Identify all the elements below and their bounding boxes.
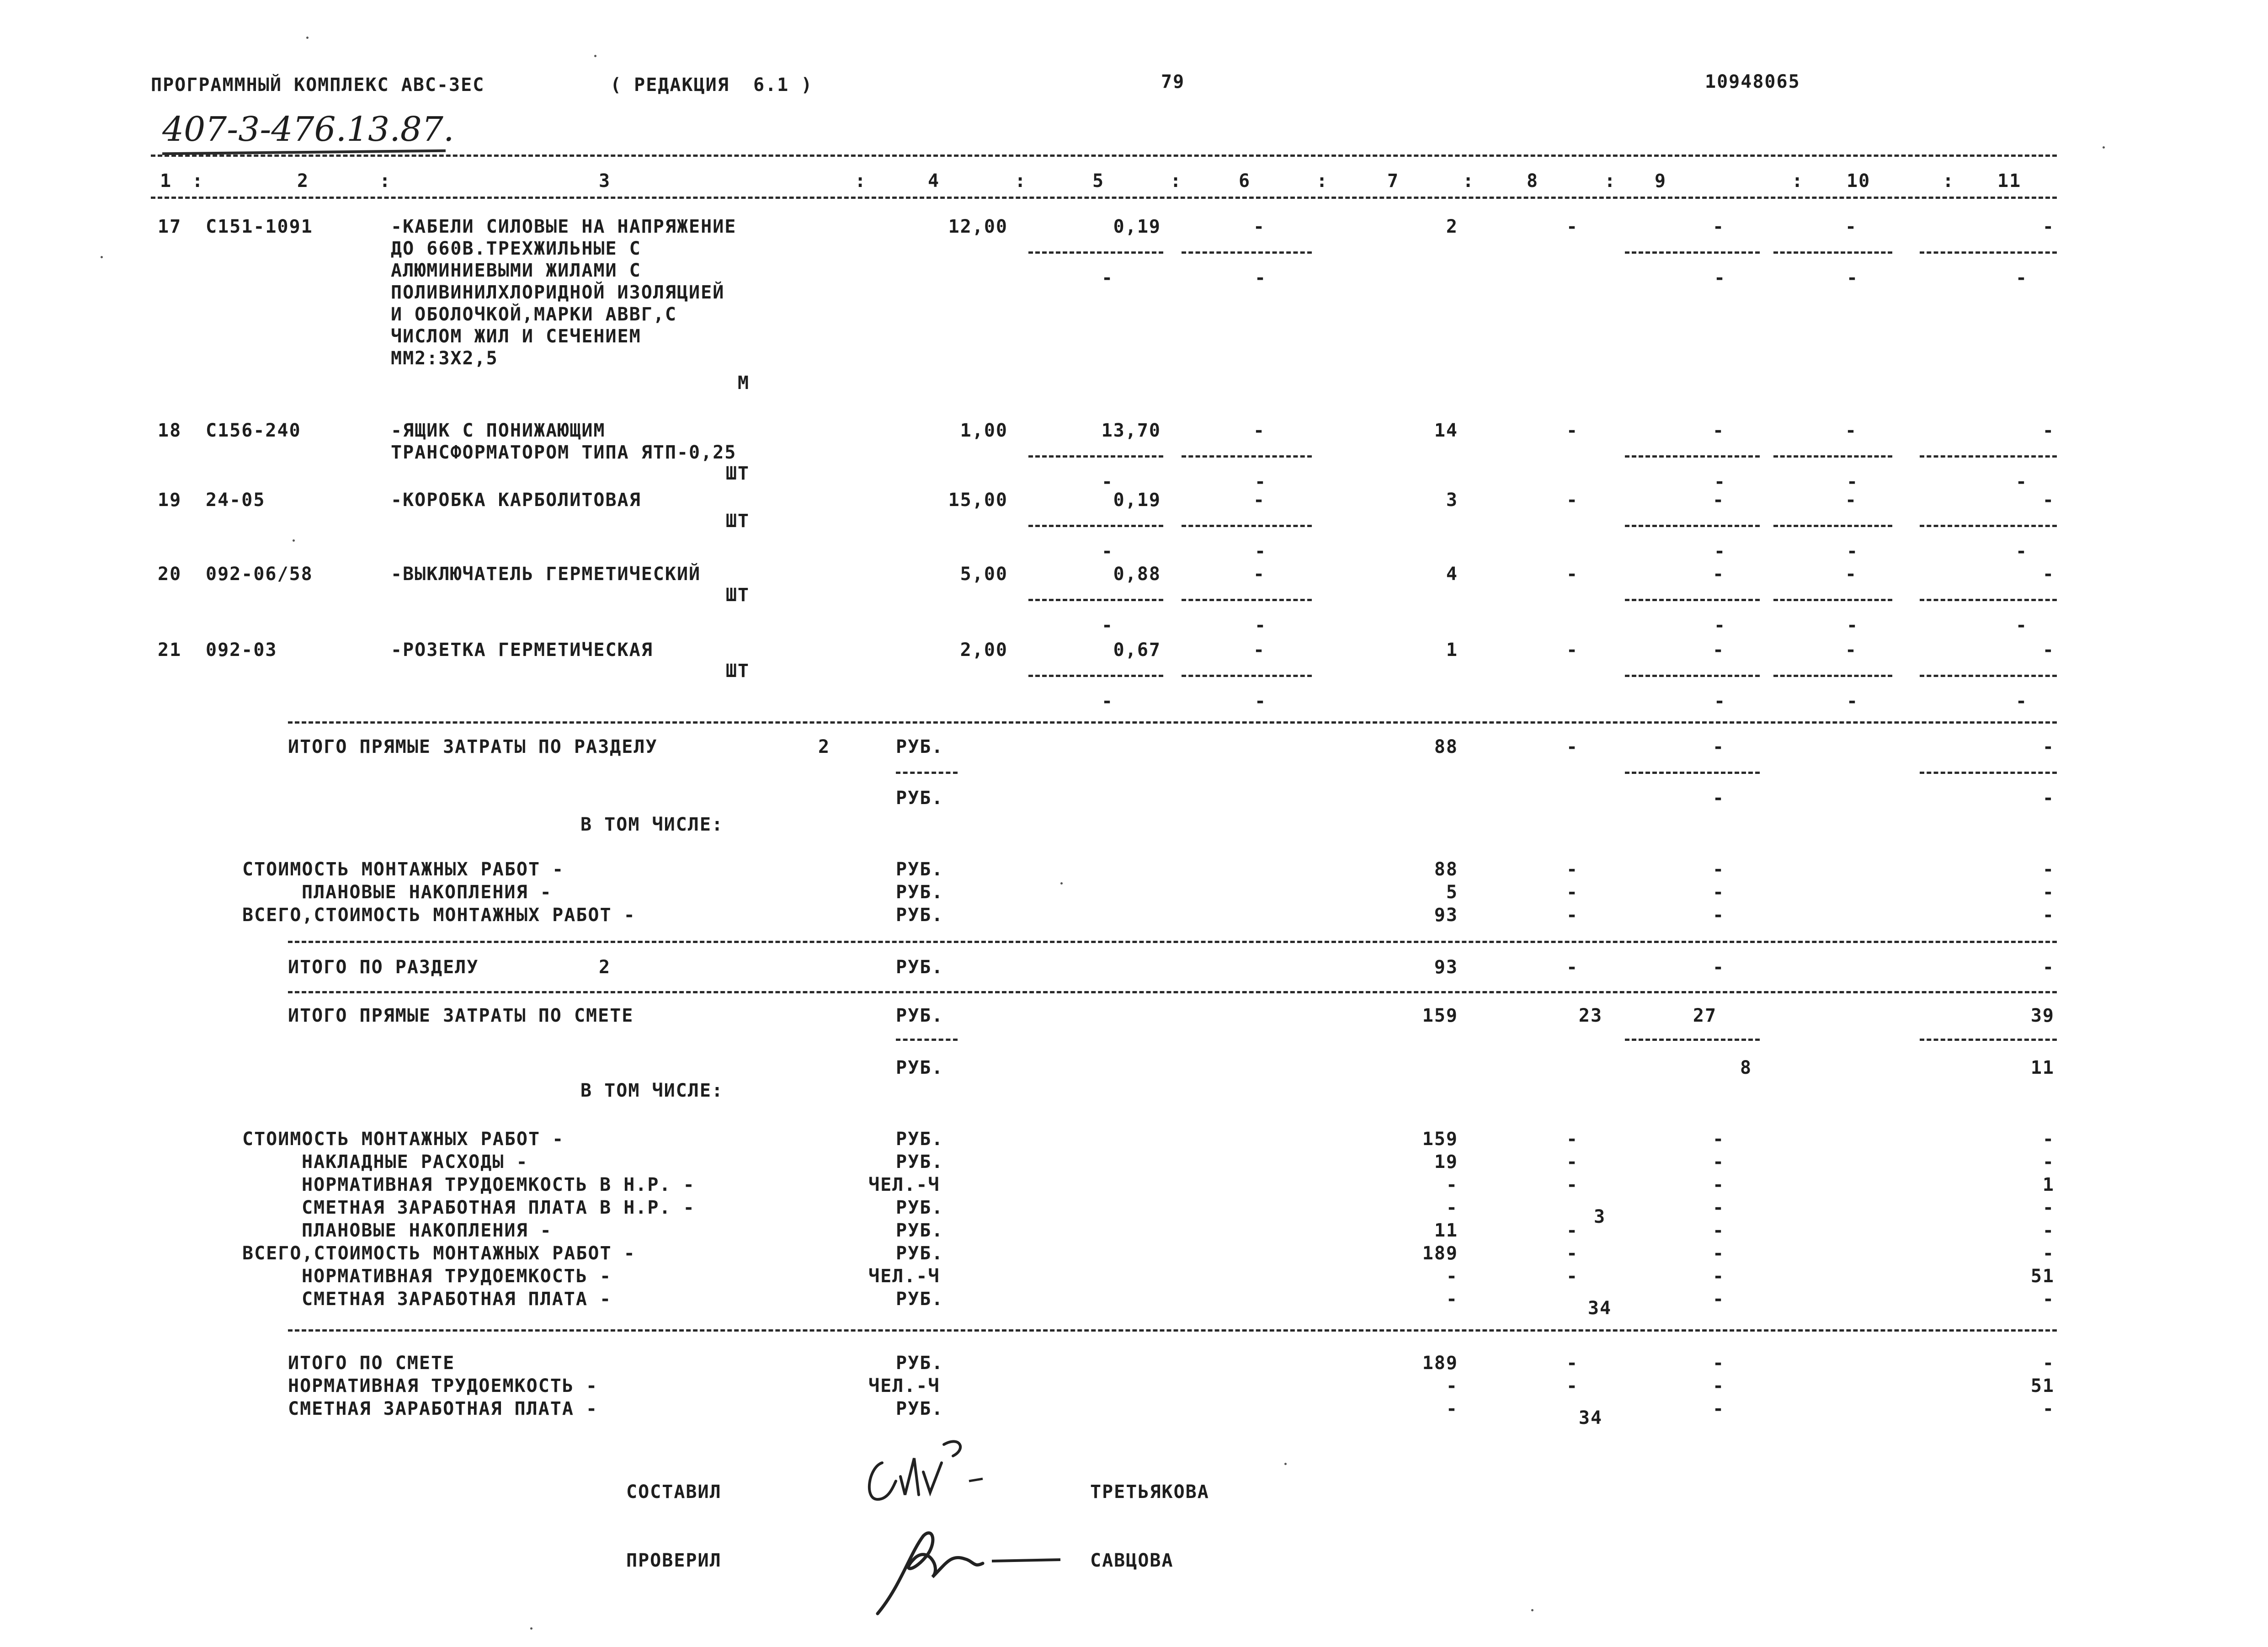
item-col11: - bbox=[2042, 216, 2055, 237]
estimate-breakdown-label: НОРМАТИВНАЯ ТРУДОЕМКОСТЬ - bbox=[302, 1266, 612, 1287]
estimate-breakdown-col8: 34 bbox=[1587, 1298, 1612, 1319]
item-name-line: ММ2:3Х2,5 bbox=[391, 348, 498, 369]
item-name-line: -КОРОБКА КАРБОЛИТОВАЯ bbox=[391, 490, 641, 511]
final-total-col11: - bbox=[2042, 1353, 2055, 1374]
item-number: 20 bbox=[158, 564, 182, 585]
item-subvalue: - bbox=[2016, 541, 2028, 562]
column-separator: : bbox=[1316, 171, 1329, 192]
item-subrule bbox=[1028, 675, 1163, 677]
unit-subrule bbox=[896, 772, 958, 774]
section-breakdown-col7: 88 bbox=[1434, 859, 1458, 880]
compiled-by-name: ТРЕТЬЯКОВА bbox=[1090, 1482, 1209, 1503]
item-subvalue: - bbox=[1847, 615, 1859, 636]
item-quantity: 5,00 bbox=[960, 564, 1008, 585]
item-quantity: 12,00 bbox=[948, 216, 1008, 237]
estimate-breakdown-col8: - bbox=[1566, 1243, 1579, 1264]
estimate-direct-col7: 159 bbox=[1422, 1005, 1458, 1026]
section-total-col8: - bbox=[1566, 957, 1579, 978]
final-total-col9: - bbox=[1712, 1353, 1725, 1374]
item-unit-price: 0,19 bbox=[1113, 490, 1161, 511]
item-subvalue: - bbox=[1847, 541, 1859, 562]
estimate-breakdown-label: ВСЕГО,СТОИМОСТЬ МОНТАЖНЫХ РАБОТ - bbox=[242, 1243, 636, 1264]
section-breakdown-unit: РУБ. bbox=[896, 905, 944, 926]
item-unit-price: 0,88 bbox=[1113, 564, 1161, 585]
estimate-breakdown-col11: - bbox=[2042, 1197, 2055, 1218]
estimate-breakdown-unit: РУБ. bbox=[896, 1151, 944, 1173]
final-total-label: СМЕТНАЯ ЗАРАБОТНАЯ ПЛАТА - bbox=[288, 1398, 598, 1419]
item-name-line: -КАБЕЛИ СИЛОВЫЕ НА НАПРЯЖЕНИЕ bbox=[391, 216, 737, 237]
item-code: С156-240 bbox=[206, 420, 301, 441]
estimate-breakdown-label: СМЕТНАЯ ЗАРАБОТНАЯ ПЛАТА В Н.Р. - bbox=[302, 1197, 695, 1218]
estimate-direct-col11: 39 bbox=[2030, 1005, 2055, 1026]
item-subvalue: - bbox=[1102, 615, 1114, 636]
item-unit: ШТ bbox=[725, 661, 750, 682]
estimate-breakdown-col9: - bbox=[1712, 1151, 1725, 1173]
section-breakdown-col9: - bbox=[1712, 859, 1725, 880]
column-separator: : bbox=[379, 171, 392, 192]
column-separator: : bbox=[1170, 171, 1182, 192]
item-col8: - bbox=[1566, 490, 1579, 511]
section-direct-col9: - bbox=[1712, 736, 1725, 757]
item-subvalue: - bbox=[1102, 541, 1114, 562]
section-close-rule bbox=[288, 941, 2057, 943]
item-subrule bbox=[1182, 599, 1312, 601]
section-breakdown-col11: - bbox=[2042, 905, 2055, 926]
item-name-line: ЧИСЛОМ ЖИЛ И СЕЧЕНИЕМ bbox=[391, 326, 641, 347]
final-rule bbox=[288, 1329, 2057, 1332]
section-total-label: ИТОГО ПО РАЗДЕЛУ bbox=[288, 957, 479, 978]
estimate-breakdown-unit: РУБ. bbox=[896, 1243, 944, 1264]
item-col6: - bbox=[1253, 640, 1266, 661]
item-col6: - bbox=[1253, 420, 1266, 441]
section-direct-col11: - bbox=[2042, 736, 2055, 757]
total-subrule bbox=[1920, 1039, 2057, 1041]
item-col9: - bbox=[1712, 420, 1725, 441]
page-number: 79 bbox=[1161, 71, 1185, 92]
item-col8: - bbox=[1566, 420, 1579, 441]
column-header-11: 11 bbox=[1997, 171, 2022, 192]
item-name-line: И ОБОЛОЧКОЙ,МАРКИ АВВГ,С bbox=[391, 304, 677, 325]
final-total-col9: - bbox=[1712, 1375, 1725, 1396]
section-breakdown-col8: - bbox=[1566, 905, 1579, 926]
section-total-rule bbox=[288, 721, 2057, 724]
checked-by-label: ПРОВЕРИЛ bbox=[626, 1550, 722, 1571]
item-col10: - bbox=[1845, 564, 1858, 585]
final-total-col11: - bbox=[2042, 1398, 2055, 1419]
section-breakdown-col7: 5 bbox=[1446, 882, 1458, 903]
item-col6: - bbox=[1253, 216, 1266, 237]
estimate-breakdown-col7: 189 bbox=[1422, 1243, 1458, 1264]
estimate-breakdown-col8: - bbox=[1566, 1129, 1579, 1150]
item-subvalue: - bbox=[1255, 691, 1267, 712]
checked-by-name: САВЦОВА bbox=[1090, 1550, 1174, 1571]
scan-speck bbox=[2103, 146, 2105, 149]
item-code: 092-03 bbox=[206, 640, 277, 661]
section-total-col9: - bbox=[1712, 957, 1725, 978]
final-total-unit: РУБ. bbox=[896, 1353, 944, 1374]
item-subrule bbox=[1028, 455, 1163, 458]
column-separator: : bbox=[1463, 171, 1475, 192]
section-direct-r2-col11: - bbox=[2042, 788, 2055, 809]
item-number: 21 bbox=[158, 640, 182, 661]
item-subrule bbox=[1625, 675, 1760, 677]
estimate-breakdown-col9: - bbox=[1712, 1243, 1725, 1264]
estimate-breakdown-col7: - bbox=[1446, 1289, 1458, 1310]
scan-speck bbox=[101, 256, 103, 258]
item-name-line: -РОЗЕТКА ГЕРМЕТИЧЕСКАЯ bbox=[391, 640, 653, 661]
item-code: С151-1091 bbox=[206, 216, 313, 237]
estimate-breakdown-col8: - bbox=[1566, 1174, 1579, 1195]
scan-speck bbox=[1284, 1463, 1287, 1465]
section-breakdown-col8: - bbox=[1566, 859, 1579, 880]
column-header-5: 5 bbox=[1092, 171, 1105, 192]
estimate-breakdown-col9: - bbox=[1712, 1129, 1725, 1150]
item-col9: - bbox=[1712, 216, 1725, 237]
unit-subrule bbox=[896, 1039, 958, 1041]
column-header-3: 3 bbox=[599, 171, 611, 192]
item-name-line: ПОЛИВИНИЛХЛОРИДНОЙ ИЗОЛЯЦИЕЙ bbox=[391, 282, 725, 303]
item-col8: - bbox=[1566, 640, 1579, 661]
item-unit-price: 0,67 bbox=[1113, 640, 1161, 661]
estimate-breakdown-col11: 1 bbox=[2042, 1174, 2055, 1195]
final-total-col8: - bbox=[1566, 1375, 1579, 1396]
item-col10: - bbox=[1845, 640, 1858, 661]
estimate-breakdown-col7: 11 bbox=[1434, 1220, 1458, 1241]
compiled-by-label: СОСТАВИЛ bbox=[626, 1482, 722, 1503]
column-header-10: 10 bbox=[1847, 171, 1871, 192]
final-total-unit: ЧЕЛ.-Ч bbox=[868, 1375, 940, 1396]
item-unit: ШТ bbox=[725, 585, 750, 606]
item-number: 19 bbox=[158, 490, 182, 511]
estimate-breakdown-unit: РУБ. bbox=[896, 1197, 944, 1218]
item-col8: - bbox=[1566, 564, 1579, 585]
item-col10: - bbox=[1845, 216, 1858, 237]
estimate-breakdown-label: НОРМАТИВНАЯ ТРУДОЕМКОСТЬ В Н.Р. - bbox=[302, 1174, 695, 1195]
estimate-direct-label: ИТОГО ПРЯМЫЕ ЗАТРАТЫ ПО СМЕТЕ bbox=[288, 1005, 634, 1026]
estimate-breakdown-col11: - bbox=[2042, 1243, 2055, 1264]
item-subrule bbox=[1182, 455, 1312, 458]
estimate-breakdown-col8: - bbox=[1566, 1220, 1579, 1241]
item-name-line: АЛЮМИНИЕВЫМИ ЖИЛАМИ С bbox=[391, 260, 641, 281]
estimate-including: В ТОМ ЧИСЛЕ: bbox=[580, 1080, 724, 1101]
item-unit: ШТ bbox=[725, 511, 750, 532]
item-subvalue: - bbox=[1714, 691, 1726, 712]
section-breakdown-col11: - bbox=[2042, 859, 2055, 880]
estimate-breakdown-unit: РУБ. bbox=[896, 1220, 944, 1241]
item-subrule bbox=[1182, 251, 1312, 254]
item-subvalue: - bbox=[1714, 615, 1726, 636]
column-header-7: 7 bbox=[1387, 171, 1400, 192]
section-breakdown-label: ВСЕГО,СТОИМОСТЬ МОНТАЖНЫХ РАБОТ - bbox=[242, 905, 636, 926]
estimate-breakdown-col7: - bbox=[1446, 1174, 1458, 1195]
item-subrule bbox=[1625, 525, 1760, 527]
total-subrule bbox=[1625, 772, 1760, 774]
header-bottom-rule bbox=[151, 197, 2057, 199]
estimate-breakdown-col11: - bbox=[2042, 1289, 2055, 1310]
final-total-col7: 189 bbox=[1422, 1353, 1458, 1374]
final-total-col7: - bbox=[1446, 1398, 1458, 1419]
item-subvalue: - bbox=[2016, 691, 2028, 712]
column-separator: : bbox=[855, 171, 867, 192]
item-col7: 4 bbox=[1446, 564, 1458, 585]
header-top-rule bbox=[151, 155, 2057, 157]
item-col8: - bbox=[1566, 216, 1579, 237]
column-header-1: 1 bbox=[160, 171, 172, 192]
item-col9: - bbox=[1712, 490, 1725, 511]
item-subrule bbox=[1182, 525, 1312, 527]
section-direct-unit2: РУБ. bbox=[896, 788, 944, 809]
item-subvalue: - bbox=[1102, 471, 1114, 492]
scan-speck bbox=[293, 539, 295, 542]
estimate-breakdown-col8: - bbox=[1566, 1151, 1579, 1173]
estimate-direct-r2-col9: 8 bbox=[1740, 1057, 1752, 1078]
item-subrule bbox=[1773, 599, 1892, 601]
item-col10: - bbox=[1845, 420, 1858, 441]
section-number: 2 bbox=[818, 736, 831, 757]
item-subrule bbox=[1028, 251, 1163, 254]
estimate-breakdown-col9: - bbox=[1712, 1266, 1725, 1287]
item-subvalue: - bbox=[1255, 471, 1267, 492]
section-direct-r2-col9: - bbox=[1712, 788, 1725, 809]
item-subrule bbox=[1625, 599, 1760, 601]
estimate-breakdown-label: НАКЛАДНЫЕ РАСХОДЫ - bbox=[302, 1151, 528, 1173]
estimate-direct-unit2: РУБ. bbox=[896, 1057, 944, 1078]
estimate-breakdown-label: СМЕТНАЯ ЗАРАБОТНАЯ ПЛАТА - bbox=[302, 1289, 612, 1310]
item-name-line: ДО 660В.ТРЕХЖИЛЬНЫЕ С bbox=[391, 238, 641, 259]
item-unit: М bbox=[737, 373, 750, 394]
item-subrule bbox=[1625, 251, 1760, 254]
scan-speck bbox=[530, 1627, 532, 1630]
estimate-breakdown-col7: 159 bbox=[1422, 1129, 1458, 1150]
item-subvalue: - bbox=[2016, 615, 2028, 636]
estimate-direct-col8: 23 bbox=[1578, 1005, 1603, 1026]
estimate-breakdown-col7: - bbox=[1446, 1266, 1458, 1287]
item-col7: 3 bbox=[1446, 490, 1458, 511]
item-subvalue: - bbox=[1255, 267, 1267, 288]
item-col7: 1 bbox=[1446, 640, 1458, 661]
final-total-col11: 51 bbox=[2030, 1375, 2055, 1396]
estimate-breakdown-col8: - bbox=[1566, 1266, 1579, 1287]
edition-label: ( РЕДАКЦИЯ 6.1 ) bbox=[610, 75, 813, 96]
column-header-9: 9 bbox=[1655, 171, 1667, 192]
estimate-breakdown-col7: - bbox=[1446, 1197, 1458, 1218]
item-col9: - bbox=[1712, 564, 1725, 585]
scan-speck bbox=[306, 37, 309, 39]
item-code: 092-06/58 bbox=[206, 564, 313, 585]
column-separator: : bbox=[1943, 171, 1955, 192]
item-quantity: 15,00 bbox=[948, 490, 1008, 511]
section-breakdown-label: ПЛАНОВЫЕ НАКОПЛЕНИЯ - bbox=[302, 882, 552, 903]
item-col7: 2 bbox=[1446, 216, 1458, 237]
item-subvalue: - bbox=[1255, 615, 1267, 636]
item-subvalue: - bbox=[1102, 691, 1114, 712]
item-subvalue: - bbox=[1714, 541, 1726, 562]
column-separator: : bbox=[1015, 171, 1027, 192]
final-total-col7: - bbox=[1446, 1375, 1458, 1396]
estimate-breakdown-col9: - bbox=[1712, 1289, 1725, 1310]
section-breakdown-col7: 93 bbox=[1434, 905, 1458, 926]
final-total-label: НОРМАТИВНАЯ ТРУДОЕМКОСТЬ - bbox=[288, 1375, 598, 1396]
item-subvalue: - bbox=[1714, 267, 1726, 288]
item-quantity: 2,00 bbox=[960, 640, 1008, 661]
total-subrule bbox=[1920, 772, 2057, 774]
final-total-col8: 34 bbox=[1578, 1407, 1603, 1428]
item-subrule bbox=[1773, 675, 1892, 677]
section-breakdown-col8: - bbox=[1566, 882, 1579, 903]
estimate-rule bbox=[288, 991, 2057, 993]
final-total-unit: РУБ. bbox=[896, 1398, 944, 1419]
section-direct-col8: - bbox=[1566, 736, 1579, 757]
item-subvalue: - bbox=[1847, 691, 1859, 712]
item-col11: - bbox=[2042, 490, 2055, 511]
estimate-breakdown-col9: - bbox=[1712, 1220, 1725, 1241]
section-breakdown-unit: РУБ. bbox=[896, 882, 944, 903]
section-total-number: 2 bbox=[599, 957, 611, 978]
item-subvalue: - bbox=[1714, 471, 1726, 492]
item-subvalue: - bbox=[2016, 471, 2028, 492]
scan-speck bbox=[594, 55, 596, 57]
estimate-breakdown-unit: РУБ. bbox=[896, 1289, 944, 1310]
item-subrule bbox=[1920, 675, 2057, 677]
item-subrule bbox=[1920, 525, 2057, 527]
item-quantity: 1,00 bbox=[960, 420, 1008, 441]
item-subrule bbox=[1920, 599, 2057, 601]
item-subrule bbox=[1920, 455, 2057, 458]
item-subvalue: - bbox=[1255, 541, 1267, 562]
item-unit-price: 13,70 bbox=[1101, 420, 1161, 441]
document-number: 10948065 bbox=[1705, 71, 1800, 92]
section-including: В ТОМ ЧИСЛЕ: bbox=[580, 814, 724, 835]
item-subvalue: - bbox=[1847, 471, 1859, 492]
estimate-breakdown-label: СТОИМОСТЬ МОНТАЖНЫХ РАБОТ - bbox=[242, 1129, 564, 1150]
item-unit: ШТ bbox=[725, 463, 750, 484]
estimate-direct-col9: 27 bbox=[1693, 1005, 1717, 1026]
item-number: 18 bbox=[158, 420, 182, 441]
item-col6: - bbox=[1253, 490, 1266, 511]
section-breakdown-col9: - bbox=[1712, 882, 1725, 903]
item-subrule bbox=[1625, 455, 1760, 458]
total-subrule bbox=[1625, 1039, 1760, 1041]
estimate-breakdown-col7: 19 bbox=[1434, 1151, 1458, 1173]
estimate-breakdown-unit: РУБ. bbox=[896, 1129, 944, 1150]
scan-speck bbox=[1060, 882, 1063, 885]
item-col10: - bbox=[1845, 490, 1858, 511]
estimate-breakdown-col11: - bbox=[2042, 1220, 2055, 1241]
section-total-unit: РУБ. bbox=[896, 957, 944, 978]
item-subrule bbox=[1773, 455, 1892, 458]
estimate-breakdown-col9: - bbox=[1712, 1197, 1725, 1218]
estimate-breakdown-col8: 3 bbox=[1593, 1206, 1606, 1227]
compiled-signature bbox=[850, 1431, 1042, 1518]
item-name-line: -ЯЩИК С ПОНИЖАЮЩИМ bbox=[391, 420, 606, 441]
section-direct-label: ИТОГО ПРЯМЫЕ ЗАТРАТЫ ПО РАЗДЕЛУ bbox=[288, 736, 658, 757]
estimate-breakdown-unit: ЧЕЛ.-Ч bbox=[868, 1174, 940, 1195]
column-header-6: 6 bbox=[1239, 171, 1251, 192]
program-title: ПРОГРАММНЫЙ КОМПЛЕКС АВС-3ЕС bbox=[151, 75, 485, 96]
item-subvalue: - bbox=[2016, 267, 2028, 288]
estimate-breakdown-col9: - bbox=[1712, 1174, 1725, 1195]
estimate-direct-r2-col11: 11 bbox=[2030, 1057, 2055, 1078]
estimate-direct-unit: РУБ. bbox=[896, 1005, 944, 1026]
section-breakdown-col9: - bbox=[1712, 905, 1725, 926]
item-subrule bbox=[1773, 251, 1892, 254]
item-subrule bbox=[1773, 525, 1892, 527]
final-total-label: ИТОГО ПО СМЕТЕ bbox=[288, 1353, 455, 1374]
item-number: 17 bbox=[158, 216, 182, 237]
section-breakdown-label: СТОИМОСТЬ МОНТАЖНЫХ РАБОТ - bbox=[242, 859, 564, 880]
estimate-breakdown-col11: 51 bbox=[2030, 1266, 2055, 1287]
column-header-8: 8 bbox=[1527, 171, 1539, 192]
final-total-col8: - bbox=[1566, 1353, 1579, 1374]
handwritten-project-code: 407-3-476.13.87. bbox=[162, 110, 454, 149]
section-breakdown-unit: РУБ. bbox=[896, 859, 944, 880]
section-direct-unit: РУБ. bbox=[896, 736, 944, 757]
column-separator: : bbox=[192, 171, 204, 192]
item-name-line: -ВЫКЛЮЧАТЕЛЬ ГЕРМЕТИЧЕСКИЙ bbox=[391, 564, 701, 585]
scan-speck bbox=[1531, 1609, 1533, 1611]
column-header-2: 2 bbox=[297, 171, 309, 192]
item-col7: 14 bbox=[1434, 420, 1458, 441]
section-breakdown-col11: - bbox=[2042, 882, 2055, 903]
estimate-breakdown-col11: - bbox=[2042, 1129, 2055, 1150]
estimate-breakdown-col11: - bbox=[2042, 1151, 2055, 1173]
item-name-line: ТРАНСФОРМАТОРОМ ТИПА ЯТП-0,25 bbox=[391, 442, 737, 463]
estimate-breakdown-label: ПЛАНОВЫЕ НАКОПЛЕНИЯ - bbox=[302, 1220, 552, 1241]
section-total-col7: 93 bbox=[1434, 957, 1458, 978]
column-separator: : bbox=[1604, 171, 1617, 192]
section-total-col11: - bbox=[2042, 957, 2055, 978]
item-code: 24-05 bbox=[206, 490, 266, 511]
section-direct-col7: 88 bbox=[1434, 736, 1458, 757]
item-col9: - bbox=[1712, 640, 1725, 661]
item-subrule bbox=[1920, 251, 2057, 254]
item-col11: - bbox=[2042, 564, 2055, 585]
item-col11: - bbox=[2042, 420, 2055, 441]
item-unit-price: 0,19 bbox=[1113, 216, 1161, 237]
item-col11: - bbox=[2042, 640, 2055, 661]
checked-signature bbox=[859, 1518, 1079, 1623]
estimate-breakdown-unit: ЧЕЛ.-Ч bbox=[868, 1266, 940, 1287]
column-separator: : bbox=[1792, 171, 1804, 192]
item-subrule bbox=[1028, 525, 1163, 527]
item-subrule bbox=[1028, 599, 1163, 601]
final-total-col9: - bbox=[1712, 1398, 1725, 1419]
item-col6: - bbox=[1253, 564, 1266, 585]
item-subvalue: - bbox=[1102, 267, 1114, 288]
item-subvalue: - bbox=[1847, 267, 1859, 288]
item-subrule bbox=[1182, 675, 1312, 677]
column-header-4: 4 bbox=[928, 171, 940, 192]
